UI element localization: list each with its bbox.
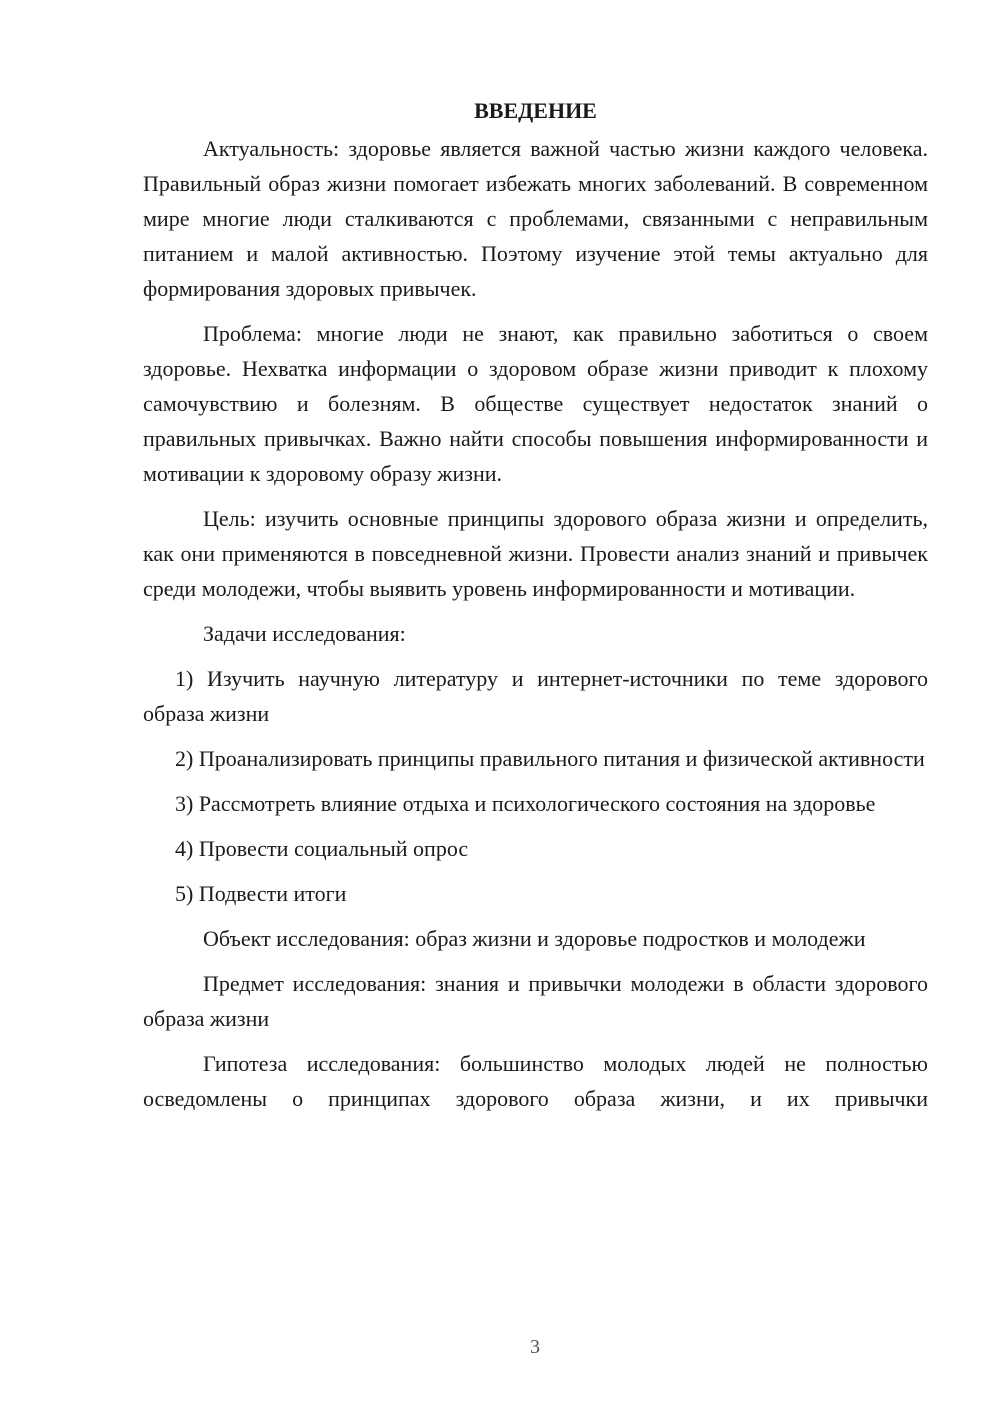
task-item-1: 1) Изучить научную литературу и интернет-источники по теме здорового образа жизни (143, 666, 928, 726)
relevance-paragraph: Актуальность: здоровье является важной частью жизни каждого человека. Правильный образ жизни помогает избежать многих заболеваний. В современном мире многие люди сталкиваются с проблемами, связанными с неправильным питанием и малой активностью. Поэтому изучение этой темы актуально для формирования здоровых привычек. (143, 136, 928, 301)
page-title: ВВЕДЕНИЕ (474, 98, 597, 123)
page-number: 3 (530, 1336, 540, 1358)
tasks-list (143, 661, 928, 911)
tasks-heading: Задачи исследования: (203, 621, 406, 646)
goal-paragraph: Цель: изучить основные принципы здорового образа жизни и определить, как они применяются в повседневной жизни. Провести анализ знаний и привычек среди молодежи, чтобы выявить уровень информированности и мотивации. (143, 506, 928, 601)
research-subject-paragraph: Предмет исследования: знания и привычки молодежи в области здорового образа жизни (143, 971, 928, 1031)
task-item-3: 3) Рассмотреть влияние отдыха и психологического состояния на здоровье (175, 791, 876, 816)
document-page (143, 96, 928, 1126)
task-item-4: 4) Провести социальный опрос (175, 836, 469, 861)
problem-paragraph: Проблема: многие люди не знают, как правильно заботиться о своем здоровье. Нехватка информации о здоровом образе жизни приводит к плохому самочувствию и болезням. В обществе существует недостаток знаний о правильных привычках. Важно найти способы повышения информированности и мотивации к здоровому образу жизни. (143, 321, 928, 486)
hypothesis-paragraph: Гипотеза исследования: большинство молодых людей не полностью осведомлены о принципах здорового образа жизни, и их привычки (143, 1051, 928, 1111)
task-item-5: 5) Подвести итоги (175, 881, 347, 906)
task-item-2: 2) Проанализировать принципы правильного питания и физической активности (175, 746, 925, 771)
research-object-paragraph: Объект исследования: образ жизни и здоровье подростков и молодежи (203, 926, 866, 951)
